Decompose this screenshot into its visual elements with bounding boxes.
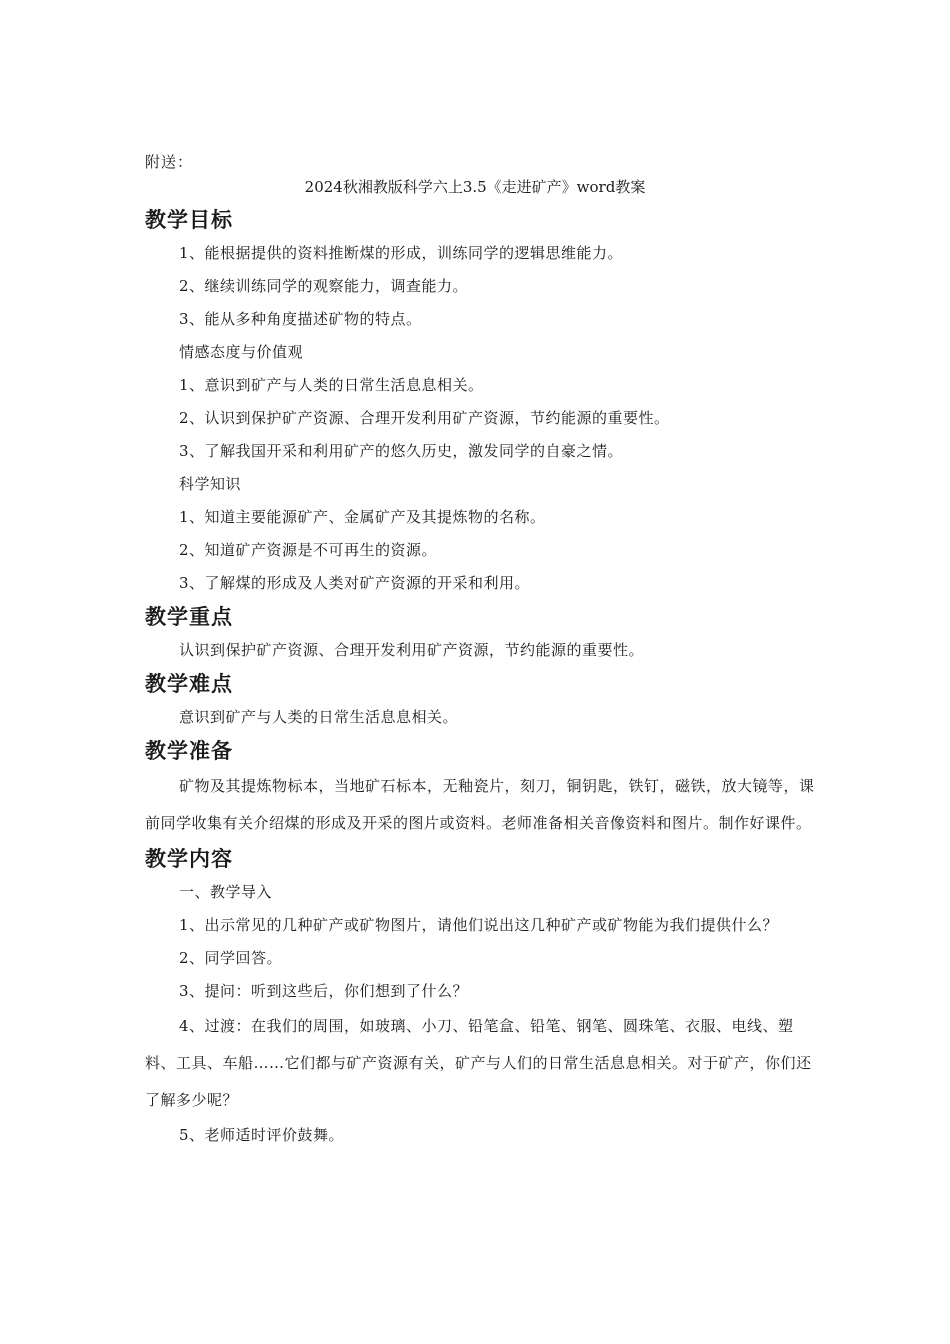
content-item: 4、过渡：在我们的周围，如玻璃、小刀、铅笔盒、铅笔、钢笔、圆珠笔、衣服、电线、塑料、工具、车船……它们都与矿产资源有关，矿产与人们的日常生活息息相关。对于矿产，你们还了解多少呢？ (145, 1017, 812, 1109)
difficulties-text: 意识到矿产与人类的日常生活息息相关。 (179, 708, 459, 726)
heading-key-points: 教学重点 (145, 605, 233, 629)
goal-item: 2、认识到保护矿产资源、合理开发利用矿产资源，节约能源的重要性。 (179, 409, 670, 427)
heading-preparation: 教学准备 (145, 739, 233, 763)
goal-item: 3、了解煤的形成及人类对矿产资源的开采和利用。 (179, 574, 531, 592)
document-title: 2024秋湘教版科学六上3.5《走进矿产》word教案 (304, 178, 646, 196)
preparation-text: 矿物及其提炼物标本，当地矿石标本，无釉瓷片，刻刀，铜钥匙，铁钉，磁铁，放大镜等，课前同学收集有关介绍煤的形成及开采的图片或资料。老师准备相关音像资料和图片。制作好课件。 (145, 777, 815, 832)
goal-item: 1、意识到矿产与人类的日常生活息息相关。 (179, 376, 484, 394)
goal-item: 1、能根据提供的资料推断煤的形成，训练同学的逻辑思维能力。 (179, 244, 624, 262)
goal-subheading: 情感态度与价值观 (179, 343, 304, 361)
content-item: 3、提问：听到这些后，你们想到了什么？ (179, 982, 469, 1000)
heading-teaching-goals: 教学目标 (145, 208, 233, 232)
key-points-text: 认识到保护矿产资源、合理开发利用矿产资源，节约能源的重要性。 (179, 641, 645, 659)
heading-difficulties: 教学难点 (145, 672, 233, 696)
content-item: 2、同学回答。 (179, 949, 283, 967)
appendix-note: 附送： (145, 153, 194, 171)
goal-item: 1、知道主要能源矿产、金属矿产及其提炼物的名称。 (179, 508, 546, 526)
heading-teaching-content: 教学内容 (145, 847, 233, 871)
goal-subheading: 科学知识 (179, 475, 242, 493)
goal-item: 2、知道矿产资源是不可再生的资源。 (179, 541, 438, 559)
goal-item: 3、了解我国开采和利用矿产的悠久历史，激发同学的自豪之情。 (179, 442, 624, 460)
document-body (145, 203, 817, 1152)
goal-item: 2、继续训练同学的观察能力，调查能力。 (179, 277, 469, 295)
goal-item: 3、能从多种角度描述矿物的特点。 (179, 310, 422, 328)
content-item: 一、教学导入 (179, 883, 273, 901)
content-item: 1、出示常见的几种矿产或矿物图片，请他们说出这几种矿产或矿物能为我们提供什么？ (179, 916, 779, 934)
content-item: 5、老师适时评价鼓舞。 (179, 1126, 345, 1144)
